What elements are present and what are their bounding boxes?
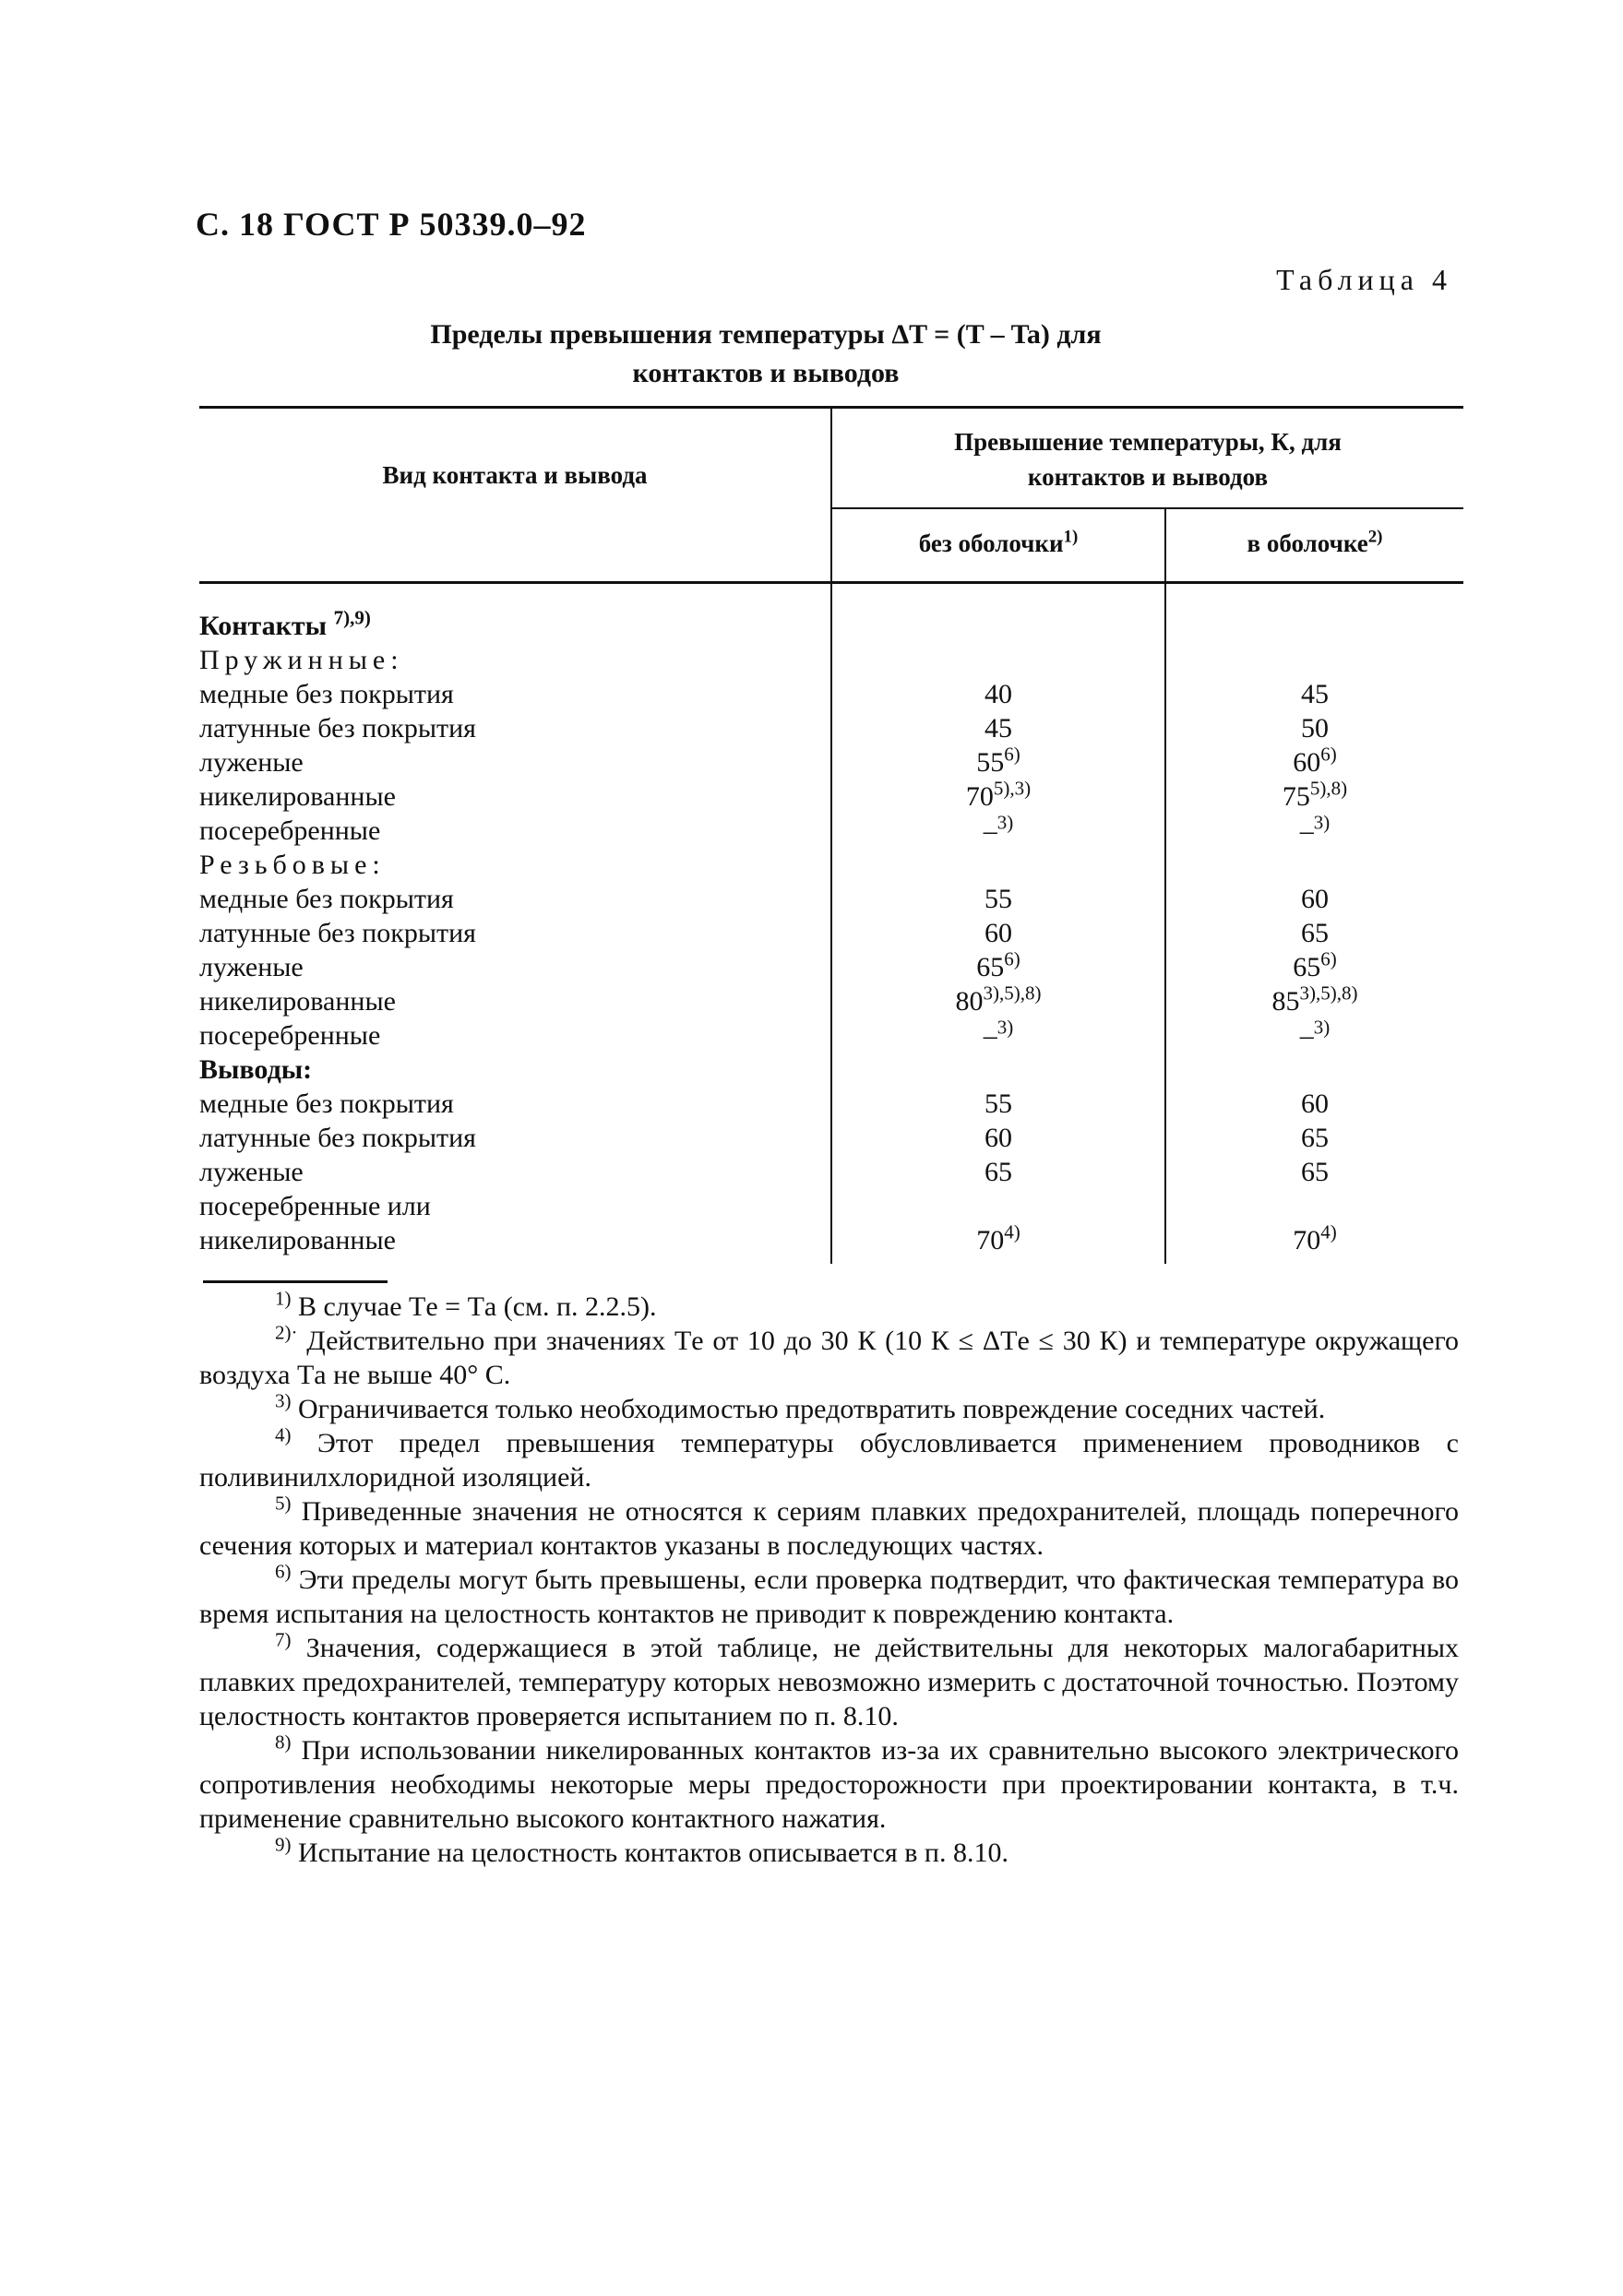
table-row-label	[199, 779, 827, 814]
row-label-text: Контакты	[199, 611, 328, 641]
value-footnote-mark: 3)	[1313, 1016, 1331, 1039]
col2-header-line1: Превышение температуры, К, для	[954, 428, 1342, 456]
values-column-in-enclosure	[1166, 609, 1463, 1257]
table-row-label	[199, 1189, 827, 1223]
footnote	[199, 1389, 1459, 1426]
footnote-body	[199, 1628, 1460, 1733]
footnote-body	[199, 1833, 1459, 1870]
value-footnote-mark: 3),5),8)	[983, 981, 1042, 1005]
table-title-line2: контактов и выводов	[632, 358, 900, 388]
footnote-body	[199, 1321, 1459, 1392]
value-text: 60	[1293, 747, 1321, 778]
footnote-text: Действительно при значениях Tе от 10 до 30 К (10 К ≤ ΔTе ≤ 30 К) и температуре окружащего воздуха Tа не выше 40° С.	[199, 1326, 1459, 1390]
table-row-label	[199, 745, 827, 779]
value-text: –	[983, 1020, 997, 1051]
row-label-text: Выводы:	[199, 1054, 313, 1085]
value-text: 55	[985, 1089, 1012, 1119]
row-labels-column	[199, 606, 827, 1257]
value-in-enclosure	[1166, 981, 1463, 1018]
value-in-enclosure	[1166, 1087, 1463, 1121]
footnote	[199, 1560, 1459, 1631]
value-in-enclosure	[1166, 1220, 1463, 1257]
value-text: 65	[1301, 918, 1329, 948]
footnote-text: Испытание на целостность контактов описывается в п. 8.10.	[298, 1838, 1008, 1868]
footnote-text: Эти пределы могут быть превышены, если проверка подтвердит, что фактическая температура во время испытания на целостность контактов не приводит к повреждению контакта.	[199, 1564, 1459, 1629]
value-text: 70	[1293, 1225, 1321, 1255]
table-label: Таблица 4	[1276, 263, 1452, 296]
table-row-label	[199, 1087, 827, 1121]
value-text: 65	[1301, 1157, 1329, 1187]
values-column-without-enclosure	[832, 609, 1164, 1257]
value-text: 50	[1301, 713, 1329, 744]
row-label-text: медные без покрытия	[199, 679, 454, 709]
value-text: –	[983, 815, 997, 846]
value-footnote-mark: 6)	[1320, 947, 1337, 970]
value-in-enclosure	[1166, 677, 1463, 711]
footnote	[199, 1494, 1459, 1563]
value-text: 55	[985, 884, 1012, 914]
value-in-enclosure	[1166, 1121, 1463, 1155]
value-footnote-mark: 3),5),8)	[1299, 981, 1358, 1005]
table-row-label	[199, 1053, 827, 1087]
table-row-label	[199, 606, 827, 643]
footnote-text: Этот предел превышения температуры обусловливается применением проводников с поливинилхлоридной изоляцией.	[199, 1428, 1459, 1493]
value-footnote-mark: 6)	[1320, 743, 1337, 766]
value-in-enclosure	[1166, 643, 1463, 677]
value-text: 65	[985, 1157, 1012, 1187]
value-text: 75	[1282, 781, 1310, 812]
value-text: –	[1299, 815, 1314, 846]
value-in-enclosure	[1166, 609, 1463, 643]
value-in-enclosure	[1166, 811, 1463, 848]
value-text: 80	[955, 986, 984, 1017]
row-label-text: никелированные	[199, 986, 396, 1017]
value-text: 70	[976, 1225, 1005, 1255]
value-in-enclosure	[1166, 1053, 1463, 1087]
table-row-label	[199, 814, 827, 848]
value-in-enclosure	[1166, 916, 1463, 950]
row-label-text: латунные без покрытия	[199, 918, 476, 948]
table-row-label	[199, 1121, 827, 1155]
footnote	[199, 1833, 1459, 1870]
footnote-body	[199, 1389, 1459, 1426]
footnote-mark: 8)	[275, 1731, 292, 1754]
row-label-text: посеребренные или	[199, 1191, 431, 1221]
header-mid-rule	[832, 507, 1463, 509]
col1-header: Вид контакта и вывода	[382, 461, 648, 489]
footnote-mark: 1)	[275, 1287, 292, 1310]
footnote	[199, 1321, 1459, 1392]
row-label-text: луженые	[199, 1157, 304, 1187]
footnote-text: Приведенные значения не относятся к сериям плавких предохранителей, площадь поперечного сечения которых и материал контактов указаны в последующих частях.	[199, 1496, 1459, 1561]
value-text: 65	[1293, 952, 1321, 982]
footnote-body	[199, 1287, 1459, 1324]
table-row-label	[199, 882, 827, 916]
value-text: 85	[1271, 986, 1300, 1017]
value-text: 60	[1301, 884, 1329, 914]
row-label-text: Резьбовые:	[199, 850, 386, 880]
footnote-text: Значения, содержащиеся в этой таблице, не действительны для некоторых малогабаритных плавких предохранителей, температуру которых невозможно измерить с достаточной точностью. Поэтому целостность контактов проверяется испытанием по п. 8.10.	[199, 1633, 1460, 1731]
value-without-enclosure	[832, 882, 1164, 916]
table-row-label	[199, 984, 827, 1018]
value-footnote-mark: 3)	[1313, 811, 1331, 834]
table-row-label	[199, 950, 827, 984]
value-text: 60	[1301, 1089, 1329, 1119]
table-row-label	[199, 1223, 827, 1257]
footnote-mark: 6)	[275, 1560, 292, 1583]
table-row-label	[199, 677, 827, 711]
value-in-enclosure	[1166, 711, 1463, 745]
sub1-header: без оболочки$^{1)}$	[918, 527, 1079, 557]
table-row-label	[199, 916, 827, 950]
value-without-enclosure	[832, 677, 1164, 711]
row-label-text: посеребренные	[199, 815, 381, 846]
footnote-text: Ограничивается только необходимостью предотвратить повреждение соседних частей.	[298, 1394, 1326, 1424]
table-title-line1: Пределы превышения температуры ΔT = (T – Ta) для	[430, 319, 1102, 350]
value-in-enclosure	[1166, 1155, 1463, 1189]
value-text: 55	[976, 747, 1005, 778]
value-in-enclosure	[1166, 848, 1463, 882]
page-header: С. 18 ГОСТ Р 50339.0–92	[196, 206, 587, 243]
value-in-enclosure	[1166, 1189, 1463, 1223]
footnote-separator	[203, 1280, 388, 1283]
footnote-mark: 5)	[275, 1492, 292, 1515]
table-row-label	[199, 848, 827, 882]
value-text: –	[1299, 1020, 1314, 1051]
row-label-text: луженые	[199, 747, 304, 778]
value-footnote-mark: 6)	[1004, 743, 1020, 766]
value-text: 45	[985, 713, 1012, 744]
row-label-text: латунные без покрытия	[199, 1123, 476, 1153]
footnote-mark: 3)	[275, 1389, 292, 1412]
value-in-enclosure	[1166, 882, 1463, 916]
value-footnote-mark: 5),8)	[1309, 777, 1348, 800]
value-without-enclosure	[832, 848, 1164, 882]
value-without-enclosure	[832, 1155, 1164, 1189]
footnote-mark: 7)	[275, 1628, 292, 1651]
value-without-enclosure	[832, 1121, 1164, 1155]
sub2-header: в оболочке$^{2)}$	[1247, 527, 1383, 557]
value-footnote-mark: 6)	[1004, 947, 1020, 970]
value-text: 60	[985, 1123, 1012, 1153]
value-without-enclosure	[832, 1018, 1164, 1053]
table-row-label	[199, 1155, 827, 1189]
value-text: 65	[976, 952, 1005, 982]
footnote-mark: 4)	[275, 1423, 292, 1446]
value-without-enclosure	[832, 711, 1164, 745]
footnote-body	[199, 1560, 1459, 1631]
value-footnote-mark: 4)	[1320, 1220, 1337, 1243]
table-row-label	[199, 1018, 827, 1053]
value-in-enclosure	[1166, 947, 1463, 984]
row-label-footnote-mark: 7),9)	[333, 606, 371, 629]
row-label-text: луженые	[199, 952, 304, 982]
value-text: 60	[985, 918, 1012, 948]
row-label-text: посеребренные	[199, 1020, 381, 1051]
footnote-text: При использовании никелированных контактов из-за их сравнительно высокого электрического сопротивления необходимы некоторые меры предосторожности при проектировании контакта, в т.ч. применение сравнительно высокого контактного нажатия.	[199, 1735, 1460, 1834]
col2-header-line2: контактов и выводов	[1027, 463, 1269, 491]
row-label-text: латунные без покрытия	[199, 713, 476, 744]
value-footnote-mark: 5),3)	[993, 777, 1032, 800]
value-text: 45	[1301, 679, 1329, 709]
value-without-enclosure	[832, 609, 1164, 643]
table-row-label	[199, 711, 827, 745]
value-footnote-mark: 4)	[1004, 1220, 1020, 1243]
footnote	[199, 1733, 1459, 1836]
value-without-enclosure	[832, 1087, 1164, 1121]
row-label-text: никелированные	[199, 1225, 396, 1255]
footnote-mark: 2)·	[275, 1321, 298, 1344]
footnote-body	[199, 1733, 1459, 1836]
footnote	[199, 1287, 1459, 1324]
value-without-enclosure	[832, 1189, 1164, 1223]
value-without-enclosure	[832, 779, 1164, 814]
value-without-enclosure	[832, 947, 1164, 984]
value-text: 40	[985, 679, 1012, 709]
table-title	[277, 315, 1255, 393]
footnote-text: В случае Tе = Tа (см. п. 2.2.5).	[298, 1291, 657, 1322]
value-without-enclosure	[832, 643, 1164, 677]
footnote-body	[199, 1494, 1459, 1563]
value-without-enclosure	[832, 916, 1164, 950]
value-without-enclosure	[832, 1053, 1164, 1087]
value-footnote-mark: 3)	[996, 811, 1014, 834]
value-text: 70	[965, 781, 994, 812]
value-text: 65	[1301, 1123, 1329, 1153]
footnote	[199, 1423, 1459, 1494]
footnote	[199, 1628, 1460, 1733]
value-without-enclosure	[832, 981, 1164, 1018]
row-label-text: медные без покрытия	[199, 1089, 454, 1119]
value-without-enclosure	[832, 1220, 1164, 1257]
col2-header	[832, 424, 1463, 494]
table-row-label	[199, 643, 827, 677]
value-footnote-mark: 3)	[996, 1016, 1014, 1039]
value-in-enclosure	[1166, 779, 1463, 814]
value-in-enclosure	[1166, 1018, 1463, 1053]
value-without-enclosure	[832, 745, 1164, 779]
value-in-enclosure	[1166, 745, 1463, 779]
row-label-text: медные без покрытия	[199, 884, 454, 914]
value-without-enclosure	[832, 811, 1164, 848]
row-label-text: Пружинные:	[199, 645, 404, 675]
footnote-body	[199, 1423, 1459, 1494]
footnote-mark: 9)	[275, 1833, 292, 1856]
footnotes	[199, 1287, 1460, 1870]
row-label-text: никелированные	[199, 781, 396, 812]
